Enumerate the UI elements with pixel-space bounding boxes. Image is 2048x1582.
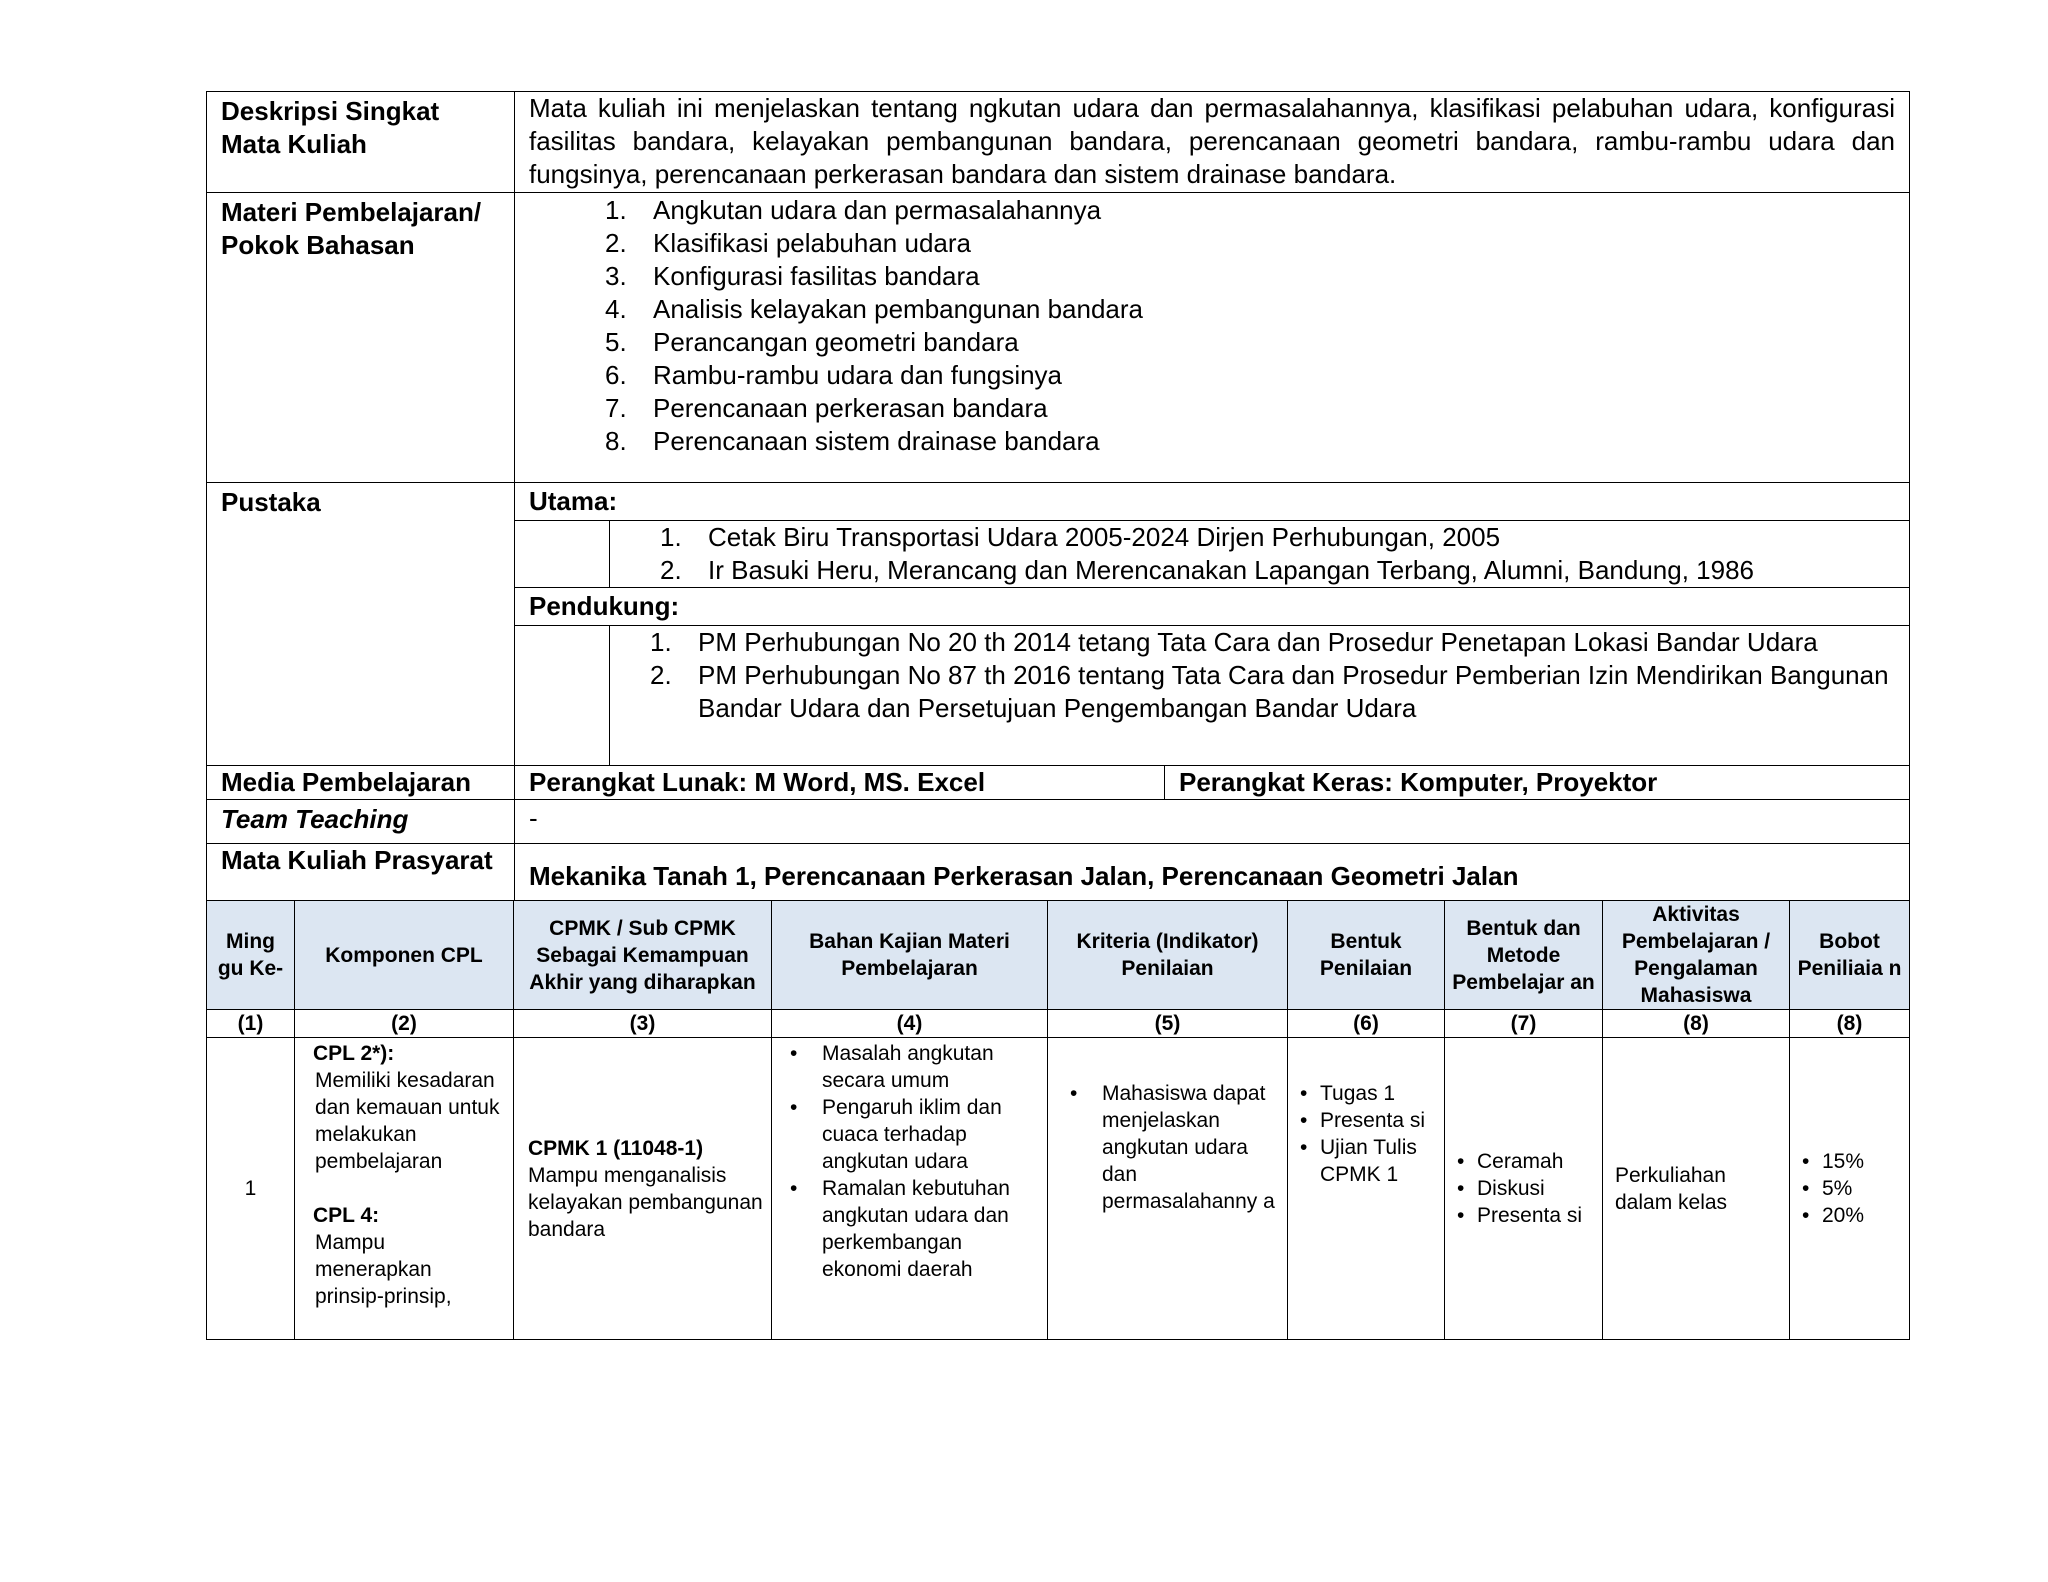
list-number: 1. [650, 627, 672, 657]
cpl2-text: Memiliki kesadaran dan kemauan untuk melakukan pembelajaran [315, 1069, 500, 1173]
list-number: 8. [605, 426, 627, 456]
bahan-kajian-item: • Masalah angkutan secara umum [776, 1040, 1039, 1094]
team-teaching-value: - [515, 800, 1910, 844]
kriteria-cell [1048, 1038, 1288, 1340]
pustaka-pendukung-cell [610, 626, 1910, 766]
header-bentuk-penilaian: Bentuk Penilaian [1288, 901, 1445, 1010]
week-number: 1 [207, 1038, 295, 1340]
cpl4-title: CPL 4: [313, 1204, 380, 1227]
cpmk-text: Mampu menganalisis kelayakan pembangunan bandara [528, 1163, 763, 1241]
pustaka-utama-text: Ir Basuki Heru, Merancang dan Merencanakan Lapangan Terbang, Alumni, Bandung, 1986 [708, 555, 1755, 585]
list-number: 2. [650, 660, 672, 690]
materi-list-cell [515, 193, 1910, 483]
deskripsi-text: Mata kuliah ini menjelaskan tentang ngkutan udara dan permasalahannya, klasifikasi pelabuhan udara, konfigurasi fasilitas bandara, kelayakan pembangunan bandara, perencanaan geometri bandara, rambu-rambu udara dan fungsinya, perencanaan perkerasan bandara dan sistem drainase bandara. [515, 92, 1910, 193]
cpl2-title: CPL 2*): [313, 1042, 395, 1065]
materi-item [605, 260, 1909, 293]
schedule-header-row [207, 901, 1910, 1010]
col-number: (8) [1603, 1010, 1790, 1038]
materi-text: Klasifikasi pelabuhan udara [653, 228, 971, 258]
header-bahan-kajian: Bahan Kajian Materi Pembelajaran [772, 901, 1048, 1010]
row-media [207, 766, 1910, 800]
materi-text: Angkutan udara dan permasalahannya [653, 195, 1102, 225]
bobot-item: • 15% [1798, 1148, 1901, 1175]
bobot-item: • 5% [1798, 1175, 1901, 1202]
bahan-kajian-item: • Pengaruh iklim dan cuaca terhadap angkutan udara [776, 1094, 1039, 1175]
row-deskripsi [207, 92, 1910, 193]
header-cpmk: CPMK / Sub CPMK Sebagai Kemampuan Akhir yang diharapkan [514, 901, 772, 1010]
pustaka-utama-item [660, 521, 1909, 554]
row-team [207, 800, 1910, 844]
metode-item: • Presenta si [1453, 1202, 1594, 1229]
header-metode: Bentuk dan Metode Pembelajar an [1445, 901, 1603, 1010]
cpl4-text: Mampu menerapkan prinsip-prinsip, [315, 1231, 452, 1308]
schedule-number-row [207, 1010, 1910, 1038]
label-pustaka: Pustaka [207, 483, 515, 766]
materi-item [605, 194, 1909, 227]
materi-text: Konfigurasi fasilitas bandara [653, 261, 980, 291]
row-pustaka-utama-label [207, 483, 1910, 521]
label-materi: Materi Pembelajaran/ Pokok Bahasan [207, 193, 515, 483]
materi-text: Perencanaan perkerasan bandara [653, 393, 1048, 423]
metode-list [1453, 1148, 1594, 1229]
header-bobot: Bobot Peniliaia n [1790, 901, 1910, 1010]
header-minggu: Ming gu Ke- [207, 901, 295, 1010]
bahan-kajian-cell [772, 1038, 1048, 1340]
kriteria-item: • Mahasiswa dapat menjelaskan angkutan udara dan permasalahanny a [1056, 1080, 1279, 1215]
pustaka-pendukung-list [650, 626, 1909, 725]
schedule-table [206, 900, 1910, 1340]
pustaka-utama-cell [610, 521, 1910, 588]
materi-text: Perancangan geometri bandara [653, 327, 1019, 357]
pustaka-utama-list [660, 521, 1909, 587]
pustaka-pendukung-spacer [515, 626, 610, 766]
prasyarat-value: Mekanika Tanah 1, Perencanaan Perkerasan Jalan, Perencanaan Geometri Jalan [515, 844, 1910, 910]
list-number: 2. [605, 228, 627, 258]
pustaka-utama-label: Utama: [515, 483, 1910, 521]
header-aktivitas: Aktivitas Pembelajaran / Pengalaman Mahasiswa [1603, 901, 1790, 1010]
media-lunak: Perangkat Lunak: M Word, MS. Excel [515, 766, 1165, 800]
bobot-cell [1790, 1038, 1910, 1340]
list-number: 1. [605, 195, 627, 225]
label-prasyarat: Mata Kuliah Prasyarat [207, 844, 515, 910]
pustaka-pendukung-item [650, 626, 1909, 659]
list-number: 3. [605, 261, 627, 291]
pustaka-utama-spacer [515, 521, 610, 588]
pustaka-pendukung-item [650, 659, 1909, 725]
header-kriteria: Kriteria (Indikator) Penilaian [1048, 901, 1288, 1010]
list-number: 6. [605, 360, 627, 390]
materi-item [605, 425, 1909, 458]
bahan-kajian-item: • Ramalan kebutuhan angkutan udara dan perkembangan ekonomi daerah [776, 1175, 1039, 1283]
materi-item [605, 227, 1909, 260]
col-number: (6) [1288, 1010, 1445, 1038]
pustaka-pendukung-label: Pendukung: [515, 588, 1910, 626]
bahan-kajian-list [776, 1040, 1039, 1283]
pustaka-utama-text: Cetak Biru Transportasi Udara 2005-2024 Dirjen Perhubungan, 2005 [708, 522, 1501, 552]
materi-item [605, 359, 1909, 392]
materi-item [605, 326, 1909, 359]
metode-cell [1445, 1038, 1603, 1340]
materi-text: Analisis kelayakan pembangunan bandara [653, 294, 1144, 324]
col-number: (4) [772, 1010, 1048, 1038]
list-number: 1. [660, 522, 682, 552]
bentuk-penilaian-item: • Tugas 1 [1296, 1080, 1436, 1107]
bentuk-penilaian-item: • Ujian Tulis CPMK 1 [1296, 1134, 1436, 1188]
kriteria-list [1056, 1080, 1279, 1215]
pustaka-pendukung-text: PM Perhubungan No 20 th 2014 tetang Tata Cara dan Prosedur Penetapan Lokasi Bandar Udara [698, 627, 1818, 657]
materi-text: Perencanaan sistem drainase bandara [653, 426, 1100, 456]
list-number: 2. [660, 555, 682, 585]
list-number: 5. [605, 327, 627, 357]
bobot-item: • 20% [1798, 1202, 1901, 1229]
col-number: (7) [1445, 1010, 1603, 1038]
materi-item [605, 392, 1909, 425]
col-number: (3) [514, 1010, 772, 1038]
pustaka-pendukung-text: PM Perhubungan No 87 th 2016 tentang Tata Cara dan Prosedur Pemberian Izin Mendirikan Bangunan Bandar Udara dan Persetujuan Pengembangan Bandar Udara [698, 660, 1889, 723]
label-team-teaching: Team Teaching [207, 800, 515, 844]
header-komponen-cpl: Komponen CPL [295, 901, 514, 1010]
materi-text: Rambu-rambu udara dan fungsinya [653, 360, 1063, 390]
label-media: Media Pembelajaran [207, 766, 515, 800]
course-info-table [206, 91, 1910, 910]
col-number: (5) [1048, 1010, 1288, 1038]
metode-item: • Diskusi [1453, 1175, 1594, 1202]
bentuk-penilaian-cell [1288, 1038, 1445, 1340]
bentuk-penilaian-item: • Presenta si [1296, 1107, 1436, 1134]
media-keras: Perangkat Keras: Komputer, Proyektor [1165, 766, 1910, 800]
pustaka-utama-item [660, 554, 1909, 587]
label-deskripsi: Deskripsi Singkat Mata Kuliah [207, 92, 515, 193]
materi-list [605, 194, 1909, 458]
materi-item [605, 293, 1909, 326]
komponen-cpl-cell [295, 1038, 514, 1340]
cpmk-title: CPMK 1 (11048-1) [528, 1136, 704, 1160]
schedule-row-week-1 [207, 1038, 1910, 1340]
col-number: (2) [295, 1010, 514, 1038]
cpmk-cell [514, 1038, 772, 1340]
row-materi [207, 193, 1910, 483]
aktivitas-cell: Perkuliahan dalam kelas [1603, 1038, 1790, 1340]
metode-item: • Ceramah [1453, 1148, 1594, 1175]
list-number: 7. [605, 393, 627, 423]
list-number: 4. [605, 294, 627, 324]
col-number: (1) [207, 1010, 295, 1038]
bentuk-penilaian-list [1296, 1080, 1436, 1188]
col-number: (8) [1790, 1010, 1910, 1038]
bobot-list [1798, 1148, 1901, 1229]
